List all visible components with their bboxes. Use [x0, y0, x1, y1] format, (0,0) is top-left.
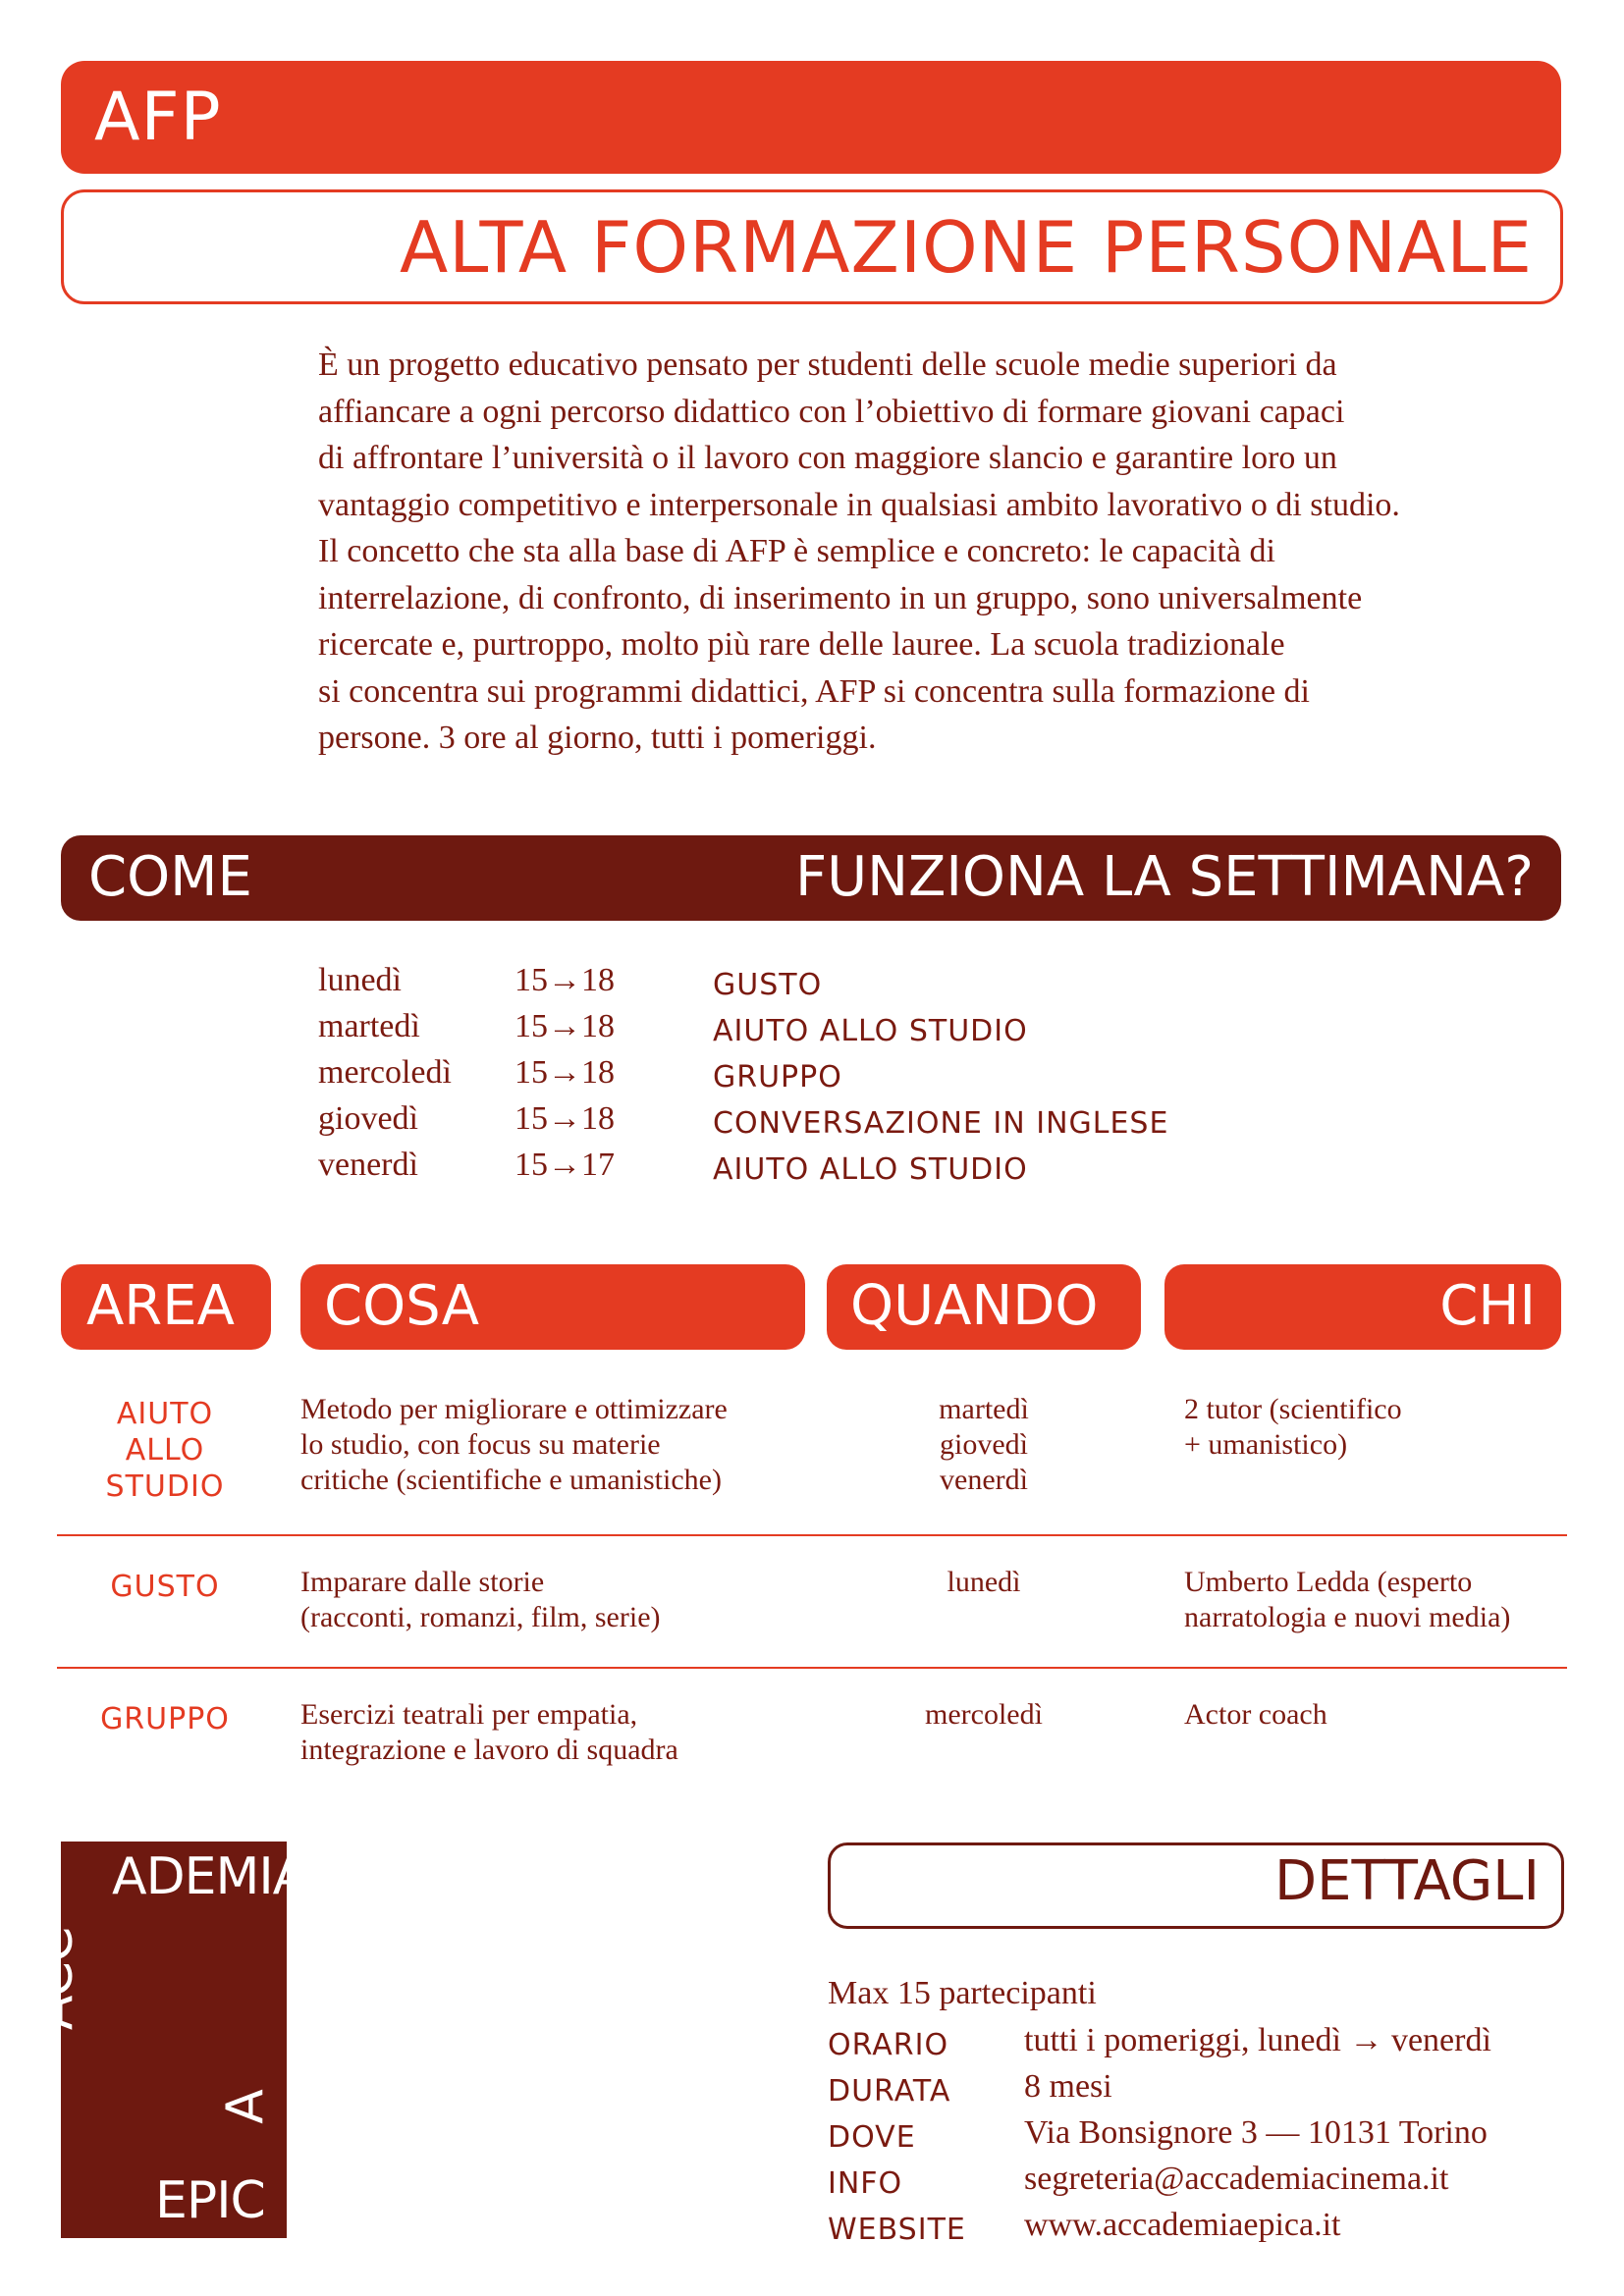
details-value: tutti i pomeriggi, lunedì → venerdì	[1024, 2022, 1491, 2058]
week-title-right: FUNZIONA LA SETTIMANA?	[794, 845, 1534, 909]
full-title: ALTA FORMAZIONE PERSONALE	[400, 206, 1533, 289]
table-row-area	[61, 1396, 269, 1505]
area-line: GUSTO	[110, 1570, 220, 1604]
intro-line: ricercate e, purtroppo, molto più rare delle lauree. La scuola tradizionale	[318, 626, 1285, 663]
intro-line: affiancare a ogni percorso didattico con l’obiettivo di formare giovani capaci	[318, 393, 1345, 430]
details-title: DETTAGLI	[1273, 1849, 1540, 1913]
header-chi	[1164, 1264, 1561, 1350]
intro-line: vantaggio competitivo e interpersonale in qualsiasi ambito lavorativo o di studio.	[318, 486, 1400, 523]
chi-line: 2 tutor (scientifico	[1184, 1393, 1402, 1425]
details-key: WEBSITE	[828, 2213, 966, 2247]
details-value: Via Bonsignore 3 — 10131 Torino	[1024, 2114, 1488, 2151]
header-cosa-label: COSA	[324, 1274, 480, 1338]
schedule-day: giovedì	[318, 1100, 418, 1137]
chi-line: Umberto Ledda (esperto	[1184, 1566, 1473, 1598]
row-divider	[57, 1667, 1567, 1669]
schedule-activity: GRUPPO	[713, 1060, 842, 1095]
schedule-activity: CONVERSAZIONE IN INGLESE	[713, 1106, 1169, 1141]
quando-line: mercoledì	[925, 1698, 1043, 1731]
details-key: DURATA	[828, 2074, 951, 2109]
title-box	[61, 189, 1563, 304]
table-row-cosa	[300, 1697, 811, 1768]
logo-text-epic: EPIC	[155, 2171, 265, 2230]
table-row-chi	[1184, 1697, 1577, 1733]
header-cosa	[300, 1264, 805, 1350]
cosa-line: Imparare dalle storie	[300, 1566, 545, 1598]
header-quando	[827, 1264, 1141, 1350]
area-line: GRUPPO	[100, 1702, 230, 1736]
chi-line: narratologia e nuovi media)	[1184, 1601, 1511, 1633]
schedule-row	[318, 1008, 1398, 1054]
details-key: ORARIO	[828, 2028, 949, 2062]
table-row-cosa	[300, 1392, 811, 1498]
schedule-activity: AIUTO ALLO STUDIO	[713, 1014, 1028, 1048]
schedule-time: 15→18	[514, 1008, 615, 1044]
quando-line: martedì	[939, 1393, 1029, 1425]
intro-line: interrelazione, di confronto, di inserimento in un gruppo, sono universalmente	[318, 579, 1363, 616]
schedule-activity: AIUTO ALLO STUDIO	[713, 1152, 1028, 1187]
intro-paragraph	[318, 342, 1575, 762]
quando-line: venerdì	[940, 1464, 1028, 1496]
intro-line: persone. 3 ore al giorno, tutti i pomeriggi.	[318, 720, 877, 756]
details-row	[828, 2207, 1574, 2253]
week-header-bar	[61, 835, 1561, 921]
quando-line: lunedì	[947, 1566, 1021, 1598]
area-line: STUDIO	[105, 1469, 225, 1504]
quando-line: giovedì	[940, 1428, 1028, 1461]
cosa-line: integrazione e lavoro di squadra	[300, 1734, 678, 1766]
cosa-line: (racconti, romanzi, film, serie)	[300, 1601, 661, 1633]
intro-line: È un progetto educativo pensato per studenti delle scuole medie superiori da	[318, 347, 1337, 383]
details-email-link[interactable]: segreteria@accademiacinema.it	[1024, 2161, 1449, 2197]
table-row-area	[61, 1569, 269, 1605]
accademia-epica-logo	[26, 1842, 307, 2238]
intro-line: di affrontare l’università o il lavoro con maggiore slancio e garantire loro un	[318, 440, 1337, 476]
details-row	[828, 2022, 1574, 2068]
schedule-day: lunedì	[318, 962, 402, 998]
details-key: INFO	[828, 2166, 903, 2201]
area-line: ALLO	[125, 1433, 205, 1468]
cosa-line: lo studio, con focus su materie	[300, 1428, 661, 1461]
details-value: 8 mesi	[1024, 2068, 1112, 2105]
logo-text-ademia: ADEMIA	[112, 1847, 307, 1906]
table-row-chi	[1184, 1392, 1577, 1463]
table-row-quando	[827, 1565, 1141, 1600]
table-row-cosa	[300, 1565, 811, 1635]
schedule-row	[318, 1147, 1398, 1193]
schedule-day: martedì	[318, 1008, 420, 1044]
header-area	[61, 1264, 271, 1350]
details-row	[828, 2068, 1574, 2114]
details-row	[828, 2161, 1574, 2207]
header-bar	[61, 61, 1561, 174]
schedule-time: 15→18	[514, 1100, 615, 1137]
details-row	[828, 2114, 1574, 2161]
schedule-row	[318, 1100, 1398, 1147]
cosa-line: Esercizi teatrali per empatia,	[300, 1698, 638, 1731]
schedule-time: 15→18	[514, 962, 615, 998]
header-chi-label: CHI	[1439, 1274, 1536, 1338]
cosa-line: Metodo per migliorare e ottimizzare	[300, 1393, 728, 1425]
details-website-link[interactable]: www.accademiaepica.it	[1024, 2207, 1341, 2243]
details-box	[828, 1842, 1564, 1929]
cosa-line: critiche (scientifiche e umanistiche)	[300, 1464, 722, 1496]
schedule-time: 15→17	[514, 1147, 615, 1183]
schedule-time: 15→18	[514, 1054, 615, 1091]
chi-line: + umanistico)	[1184, 1428, 1348, 1461]
header-quando-label: QUANDO	[850, 1274, 1099, 1338]
schedule-activity: GUSTO	[713, 968, 823, 1002]
week-title-left: COME	[88, 845, 252, 909]
schedule-day: venerdì	[318, 1147, 418, 1183]
logo-text-a: A	[215, 2089, 275, 2124]
table-row-quando	[827, 1697, 1141, 1733]
details-max-participants: Max 15 partecipanti	[828, 1975, 1097, 2011]
chi-line: Actor coach	[1184, 1698, 1327, 1731]
header-area-label: AREA	[86, 1274, 235, 1338]
row-divider	[57, 1534, 1567, 1536]
intro-line: si concentra sui programmi didattici, AFP si concentra sulla formazione di	[318, 672, 1310, 710]
acronym-title: AFP	[94, 79, 222, 156]
table-row-chi	[1184, 1565, 1577, 1635]
details-key: DOVE	[828, 2120, 916, 2155]
logo-text-acc: ACC	[26, 1927, 85, 2031]
table-row-quando	[827, 1392, 1141, 1498]
schedule-day: mercoledì	[318, 1054, 452, 1091]
schedule-row	[318, 962, 1398, 1008]
schedule-row	[318, 1054, 1398, 1100]
intro-line: Il concetto che sta alla base di AFP è semplice e concreto: le capacità di	[318, 533, 1275, 569]
table-row-area	[61, 1701, 269, 1737]
area-line: AIUTO	[116, 1397, 214, 1431]
